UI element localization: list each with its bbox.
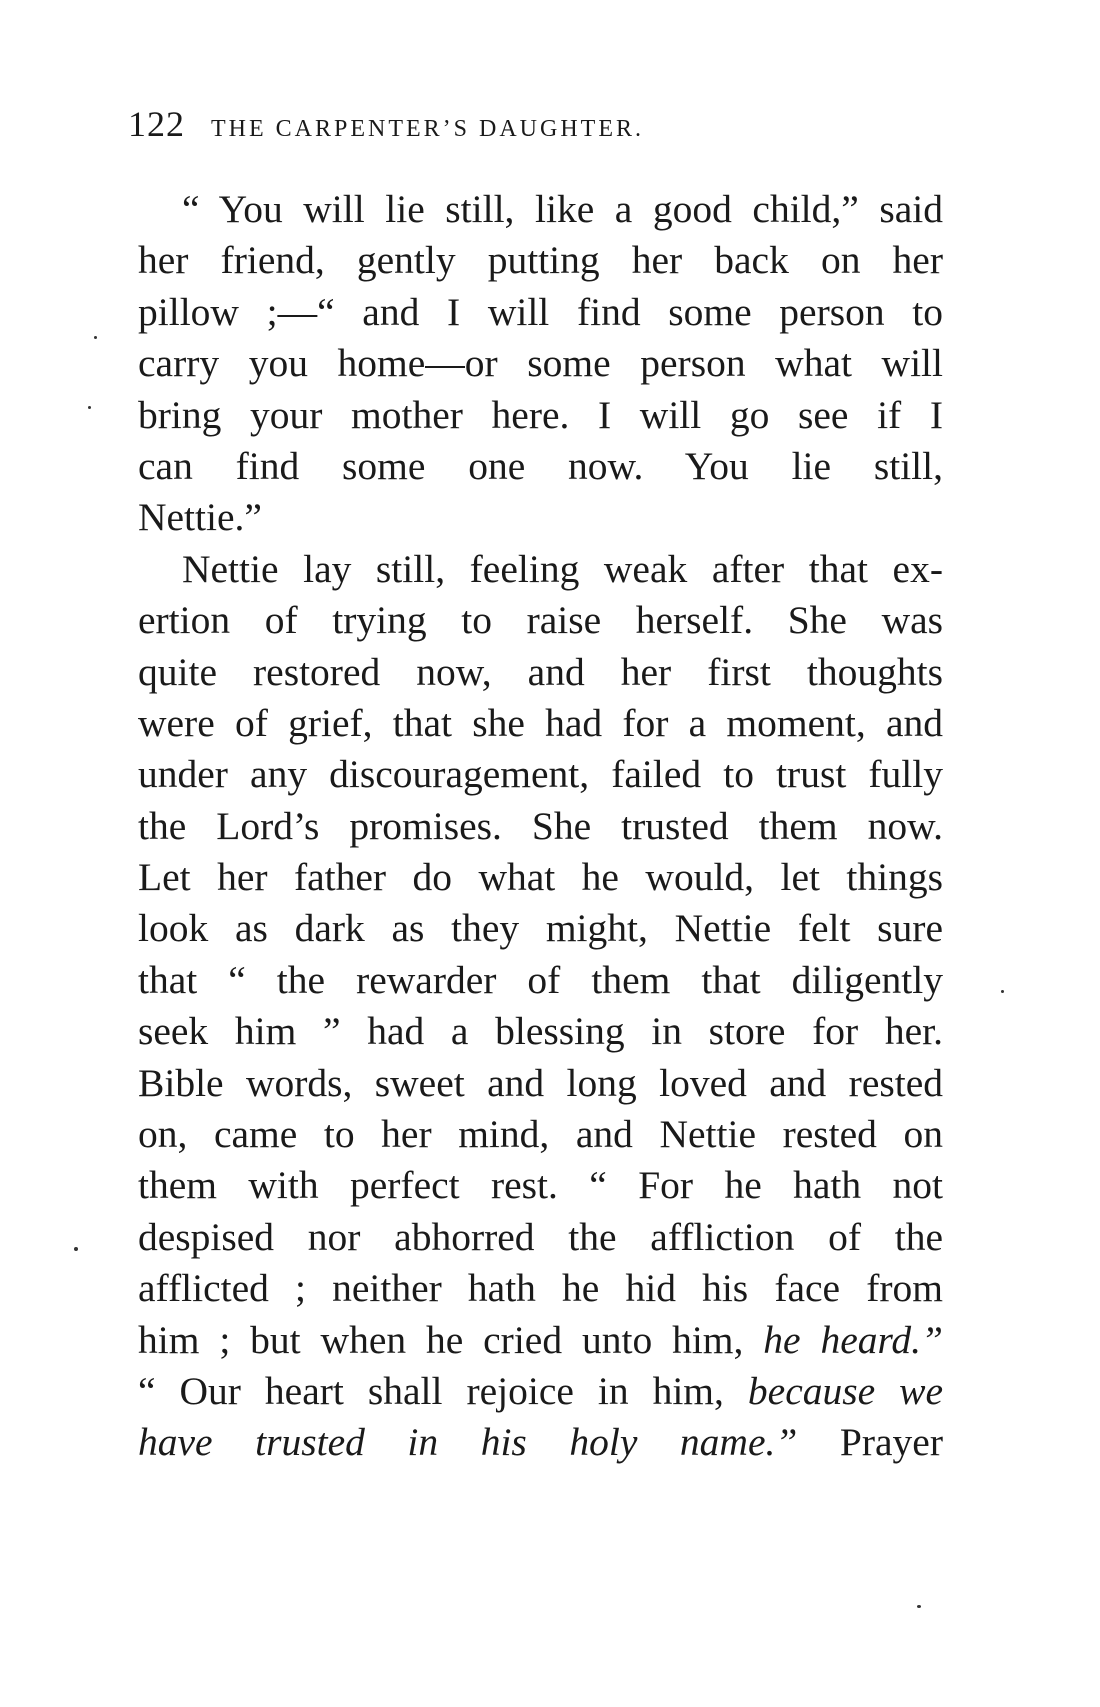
page-number: 122 <box>128 104 185 144</box>
running-head <box>128 103 948 149</box>
text-line: Bible words, sweet and long loved and rested <box>138 1060 943 1105</box>
print-speck <box>917 1605 921 1608</box>
text-line: the Lord’s promises. She trusted them now. <box>138 803 943 848</box>
text-line: seek him ” had a blessing in store for her. <box>138 1009 943 1054</box>
text-segment: him ; but when he cried unto him, <box>138 1317 744 1362</box>
text-line <box>138 1315 943 1366</box>
text-line: quite restored now, and her first thoughts <box>138 649 943 694</box>
italic-text: have trusted in his holy name.” <box>138 1420 798 1465</box>
text-line: “ You will lie still, like a good child,” said <box>182 187 943 231</box>
text-line: Nettie.” <box>138 495 262 540</box>
text-segment: “ Our heart shall rejoice in him, <box>138 1368 724 1413</box>
print-speck <box>74 1247 78 1251</box>
text-line: were of grief, that she had for a moment, and <box>138 700 943 745</box>
text-line <box>138 1366 943 1417</box>
text-line <box>138 1417 943 1468</box>
text-segment: Prayer <box>839 1420 943 1465</box>
body-text <box>138 184 943 1469</box>
text-line: ertion of trying to raise herself. She was <box>138 598 943 643</box>
text-line: can find some one now. You lie still, <box>138 443 943 488</box>
text-line: them with perfect rest. “ For he hath not <box>138 1163 943 1208</box>
text-line: Let her father do what he would, let things <box>138 855 943 900</box>
text-line: pillow ;—“ and I will find some person to <box>138 289 943 334</box>
text-line: that “ the rewarder of them that diligently <box>138 957 943 1002</box>
italic-text: he heard.” <box>763 1317 943 1362</box>
text-line: look as dark as they might, Nettie felt sure <box>138 906 943 951</box>
text-line: carry you home—or some person what will <box>138 341 943 386</box>
print-speck <box>1001 990 1004 993</box>
print-speck <box>88 406 91 409</box>
text-line: despised nor abhorred the affliction of the <box>138 1214 943 1259</box>
print-speck <box>94 336 97 339</box>
italic-text: because we <box>747 1368 943 1413</box>
text-line: under any discouragement, failed to trust fully <box>138 752 943 797</box>
book-title: THE CARPENTER’S DAUGHTER. <box>211 116 644 142</box>
text-line: Nettie lay still, feeling weak after that ex- <box>182 546 943 591</box>
text-line: bring your mother here. I will go see if I <box>138 392 943 437</box>
text-line: afflicted ; neither hath he hid his face from <box>138 1266 943 1311</box>
text-line: on, came to her mind, and Nettie rested on <box>138 1112 943 1157</box>
text-line: her friend, gently putting her back on her <box>138 238 943 283</box>
